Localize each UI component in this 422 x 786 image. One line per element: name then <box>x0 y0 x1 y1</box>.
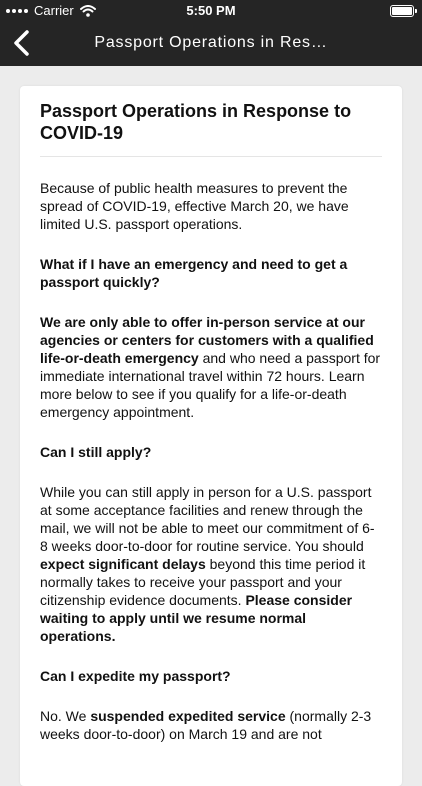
intro-paragraph: Because of public health measures to prevent the spread of COVID-19, effective March 20, we have limited U.S. passport operations. <box>40 180 349 232</box>
status-time: 5:50 PM <box>186 3 236 18</box>
answer-still-apply-text-2: beyond this time period it normally takes to receive your passport and your citizenship evidence documents. <box>40 556 366 608</box>
answer-still-apply-text-1: While you can still apply in person for a U.S. passport at some acceptance facilities and renew through the mail, we will not be able to meet our commitment of 6-8 weeks door-to-door for routine service. You should <box>40 484 375 554</box>
nav-title: Passport Operations in Res… <box>94 34 328 51</box>
answer-expedite-text-2: (normally 2-3 weeks door-to-door) on March 19 and are not <box>40 708 372 742</box>
back-button[interactable] <box>10 28 34 58</box>
answer-expedite-text-1: No. We <box>40 708 91 724</box>
answer-still-apply-bold-1: expect significant delays <box>40 556 206 572</box>
question-emergency: What if I have an emergency and need to get a passport quickly? <box>40 256 348 290</box>
answer-emergency <box>40 313 382 421</box>
status-bar <box>0 0 422 22</box>
answer-still-apply <box>40 483 382 645</box>
battery-icon <box>390 5 414 17</box>
navigation-bar <box>0 22 422 66</box>
article-title: Passport Operations in Response to COVID-19 <box>40 100 382 157</box>
top-bar <box>0 0 422 66</box>
answer-expedite <box>40 707 382 743</box>
question-still-apply: Can I still apply? <box>40 444 152 460</box>
chevron-left-icon <box>16 32 27 54</box>
answer-emergency-bold: We are only able to offer in-person service at our agencies or centers for customers with a qualified life-or-death emergency <box>40 314 374 366</box>
article-card <box>20 86 402 786</box>
answer-still-apply-bold-2: Please consider waiting to apply until we resume normal operations. <box>40 592 353 644</box>
article-content <box>20 86 402 743</box>
question-expedite: Can I expedite my passport? <box>40 668 231 684</box>
carrier-label: Carrier <box>34 3 74 18</box>
answer-expedite-bold: suspended expedited service <box>90 708 286 724</box>
answer-emergency-text: and who need a passport for immediate international travel within 72 hours. Learn more below to see if you qualify for a life-or-death emergency appointment. <box>40 350 381 420</box>
